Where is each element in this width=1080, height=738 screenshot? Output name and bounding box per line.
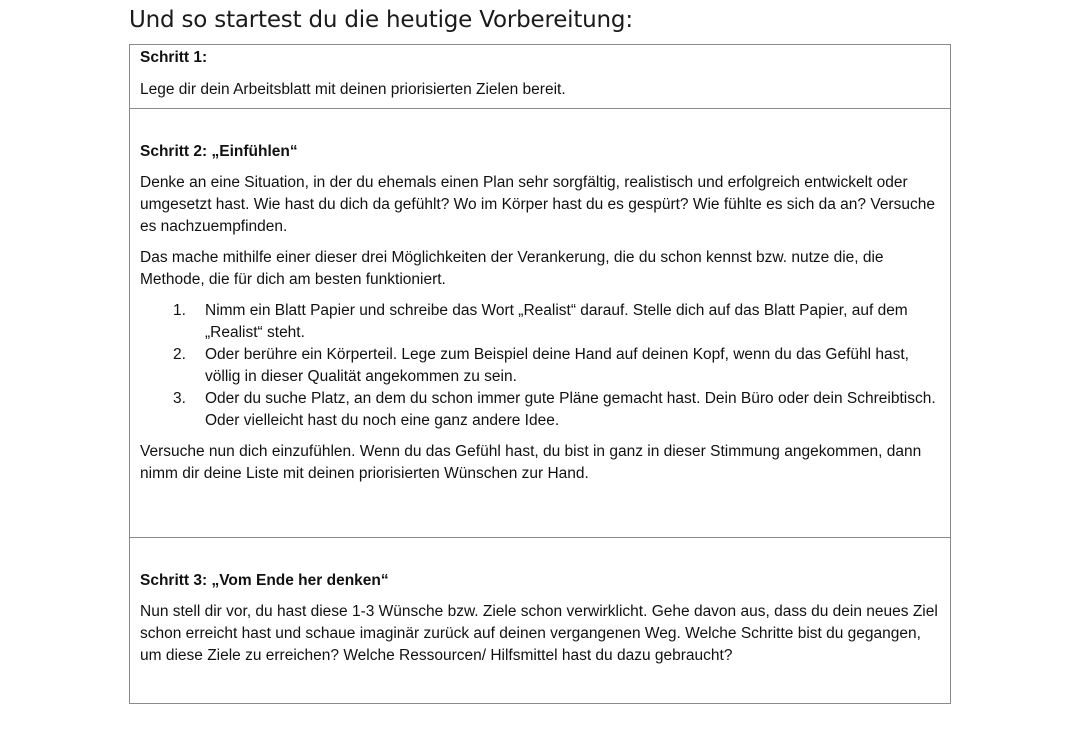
list-item-number: 1. — [173, 302, 186, 319]
step-2-cell — [130, 109, 950, 538]
list-item-text: Oder du suche Platz, an dem du schon immer gute Pläne gemacht hast. Dein Büro oder dein Schreibtisch. Oder vielleicht hast du noch eine ganz andere Idee. — [205, 390, 936, 429]
list-item — [140, 388, 940, 432]
step-2-heading: Schritt 2: „Einfühlen“ — [140, 143, 298, 160]
list-item — [140, 300, 940, 344]
step-2-intro-text: Denke an eine Situation, in der du ehemals einen Plan sehr sorgfältig, realistisch und erfolgreich entwickelt oder umgesetzt hast. Wie hast du dich da gefühlt? Wo im Körper hast du es gespürt? Wie fühlte es sich da an? Versuche es nachzuempfinden. — [140, 174, 935, 235]
steps-table — [129, 44, 951, 704]
list-item-text: Nimm ein Blatt Papier und schreibe das Wort „Realist“ darauf. Stelle dich auf das Blatt Papier, auf dem „Realist“ steht. — [205, 302, 908, 341]
list-item-number: 2. — [173, 346, 186, 363]
step-2-closing-text: Versuche nun dich einzufühlen. Wenn du das Gefühl hast, du bist in ganz in dieser Stimmung angekommen, dann nimm dir deine Liste mit deinen priorisierten Wünschen zur Hand. — [140, 443, 922, 482]
list-item — [140, 344, 940, 388]
step-3-text: Nun stell dir vor, du hast diese 1-3 Wünsche bzw. Ziele schon verwirklicht. Gehe davon aus, dass du dein neues Ziel schon erreicht hast und schaue imaginär zurück auf deinen vergangenen Weg. Welche Schritte bist du gegangen, um diese Ziele zu erreichen? Welche Ressourcen/ Hilfsmittel hast du dazu gebraucht? — [140, 603, 938, 664]
step-1-heading: Schritt 1: — [140, 49, 208, 66]
step-2-method-text: Das mache mithilfe einer dieser drei Möglichkeiten der Verankerung, die du schon kennst bzw. nutze die, die Methode, die für dich am besten funktioniert. — [140, 249, 884, 288]
step-3-heading: Schritt 3: „Vom Ende her denken“ — [140, 572, 389, 589]
step-3-cell — [130, 538, 950, 738]
step-1-cell — [130, 45, 950, 109]
step-1-text: Lege dir dein Arbeitsblatt mit deinen priorisierten Zielen bereit. — [140, 81, 566, 98]
list-item-number: 3. — [173, 390, 186, 407]
anchoring-options-list — [140, 300, 940, 432]
list-item-text: Oder berühre ein Körperteil. Lege zum Beispiel deine Hand auf deinen Kopf, wenn du das Gefühl hast, völlig in dieser Qualität angekommen zu sein. — [205, 346, 909, 385]
page-title: Und so startest du die heutige Vorbereitung: — [129, 7, 633, 33]
